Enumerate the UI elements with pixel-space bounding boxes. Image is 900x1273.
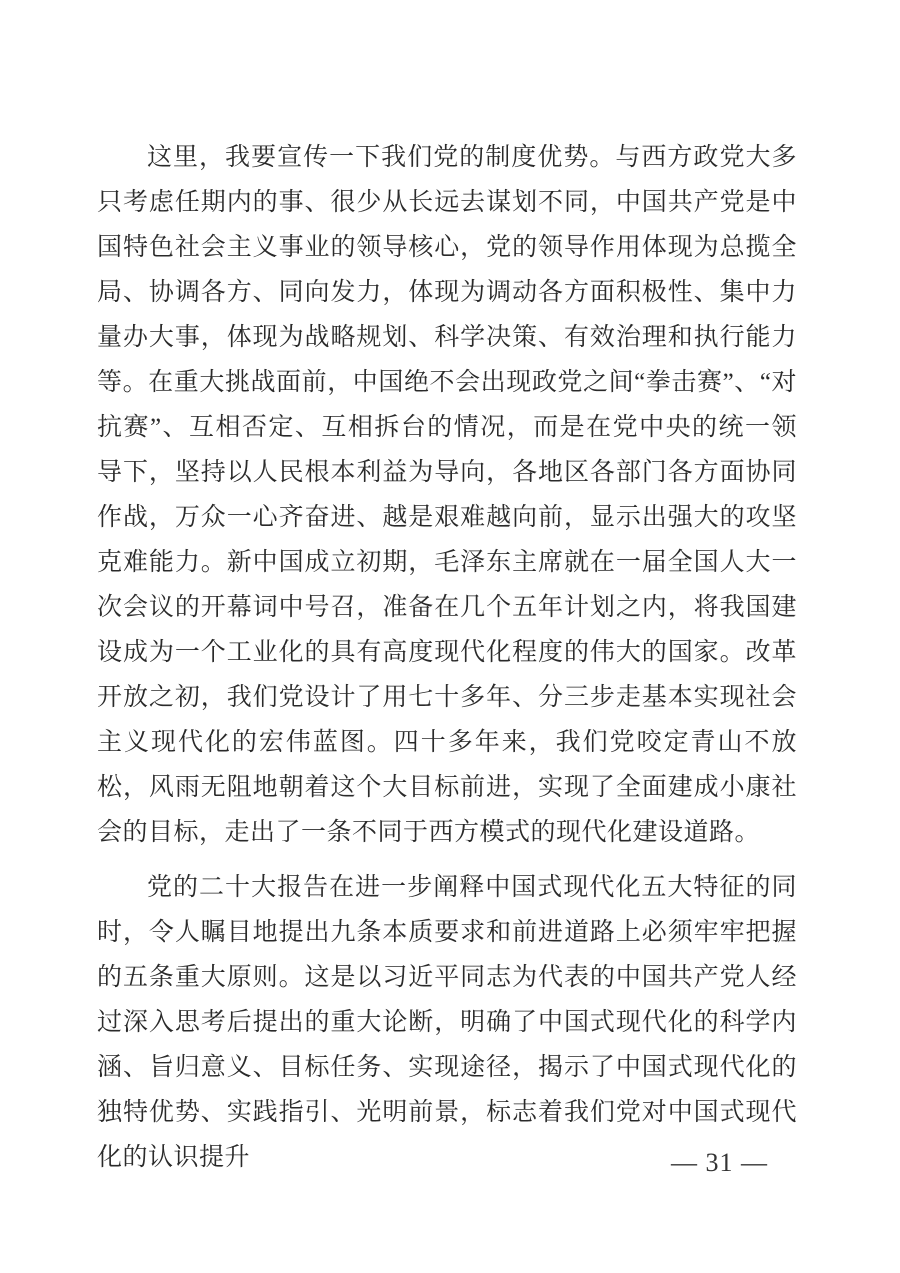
paragraph-1: 这里，我要宣传一下我们党的制度优势。与西方政党大多只考虑任期内的事、很少从长远去谋划不同，中国共产党是中国特色社会主义事业的领导核心，党的领导作用体现为总揽全局、协调各方、同向发力，体现为调动各方面积极性、集中力量办大事，体现为战略规划、科学决策、有效治理和执行能力等。在重大挑战面前，中国绝不会出现政党之间“拳击赛”、“对抗赛”、互相否定、互相拆台的情况，而是在党中央的统一领导下，坚持以人民根本利益为导向，各地区各部门各方面协同作战，万众一心齐奋进、越是艰难越向前，显示出强大的攻坚克难能力。新中国成立初期，毛泽东主席就在一届全国人大一次会议的开幕词中号召，准备在几个五年计划之内，将我国建设成为一个工业化的具有高度现代化程度的伟大的国家。改革开放之初，我们党设计了用七十多年、分三步走基本实现社会主义现代化的宏伟蓝图。四十多年来，我们党咬定青山不放松，风雨无阻地朝着这个大目标前进，实现了全面建成小康社会的目标，走出了一条不同于西方模式的现代化建设道路。	[97, 144, 797, 846]
document-body	[97, 135, 797, 1180]
page-number: — 31 —	[671, 1148, 768, 1177]
paragraph-2: 党的二十大报告在进一步阐释中国式现代化五大特征的同时，令人瞩目地提出九条本质要求和前进道路上必须牢牢把握的五条重大原则。这是以习近平同志为代表的中国共产党人经过深入思考后提出的重大论断，明确了中国式现代化的科学内涵、旨归意义、目标任务、实现途径，揭示了中国式现代化的独特优势、实践指引、光明前景，标志着我们党对中国式现代化的认识提升	[97, 874, 797, 1171]
